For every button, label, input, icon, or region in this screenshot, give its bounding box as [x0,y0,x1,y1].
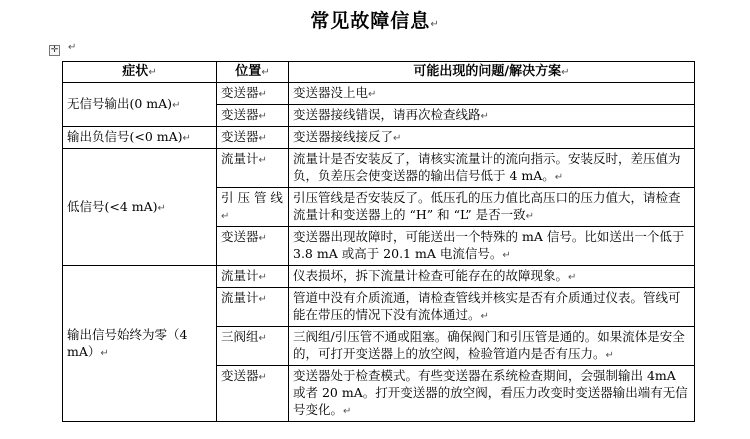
solution-cell: 引压管线是否安装反了。低压孔的压力值比高压口的压力值大，请检查流量计和变送器上的 “H” 和 “L” 是否一致↵ [289,188,695,227]
symptom-cell: 输出负信号(<0 mA)↵ [63,127,217,149]
table-row [63,83,695,105]
location-cell: 变送器↵ [217,127,289,149]
header-location: 位置↵ [217,62,289,83]
solution-cell: 变送器没上电↵ [289,83,695,105]
header-solution: 可能出现的问题/解决方案↵ [289,62,695,83]
location-cell: 变送器↵ [217,105,289,127]
header-symptom: 症状↵ [63,62,217,83]
table-row [63,266,695,288]
solution-cell: 三阀组/引压管不通或阻塞。确保阀门和引压管是通的。如果流体是安全的，可打开变送器上的放空阀，检验管道内是否有压力。↵ [289,327,695,366]
table-move-handle-icon[interactable]: ✛ [50,45,59,55]
location-cell: 引 压 管 线↵ [217,188,289,227]
location-cell: 变送器↵ [217,366,289,422]
solution-cell: 变送器处于检查模式。有些变送器在系统检查期间，会强制输出 4mA 或者 20 mA。打开变送器的放空阀，看压力改变时变送器输出端有无信号变化。↵ [289,366,695,422]
symptom-cell: 低信号(<4 mA)↵ [63,149,217,266]
symptom-cell: 输出信号始终为零（4 mA）↵ [63,266,217,422]
solution-cell: 管道中没有介质流通，请检查管线并核实是否有介质通过仪表。管线可能在带压的情况下没有流体通过。↵ [289,288,695,327]
location-cell: 流量计↵ [217,149,289,188]
page-title: 常见故障信息↵ [310,10,440,32]
location-cell: 变送器↵ [217,83,289,105]
solution-cell: 变送器接线接反了↵ [289,127,695,149]
location-cell: 流量计↵ [217,266,289,288]
symptom-cell: 无信号输出(0 mA)↵ [63,83,217,127]
solution-cell: 流量计是否安装反了，请核实流量计的流向指示。安装反时，差压值为负，负差压会使变送器的输出信号低于 4 mA。↵ [289,149,695,188]
table-row [63,127,695,149]
paragraph-mark-icon: ↵ [68,42,77,53]
paragraph-mark-icon: ↵ [430,19,440,30]
location-cell: 变送器↵ [217,227,289,266]
fault-table [62,61,695,422]
solution-cell: 仪表损坏，拆下流量计检查可能存在的故障现象。↵ [289,266,695,288]
solution-cell: 变送器出现故障时，可能送出一个特殊的 mA 信号。比如送出一个低于 3.8 mA 或高于 20.1 mA 电流信号。↵ [289,227,695,266]
location-cell: 流量计↵ [217,288,289,327]
table-header-row [63,62,695,83]
location-cell: 三阀组↵ [217,327,289,366]
solution-cell: 变送器接线错误，请再次检查线路↵ [289,105,695,127]
table-row [63,149,695,188]
